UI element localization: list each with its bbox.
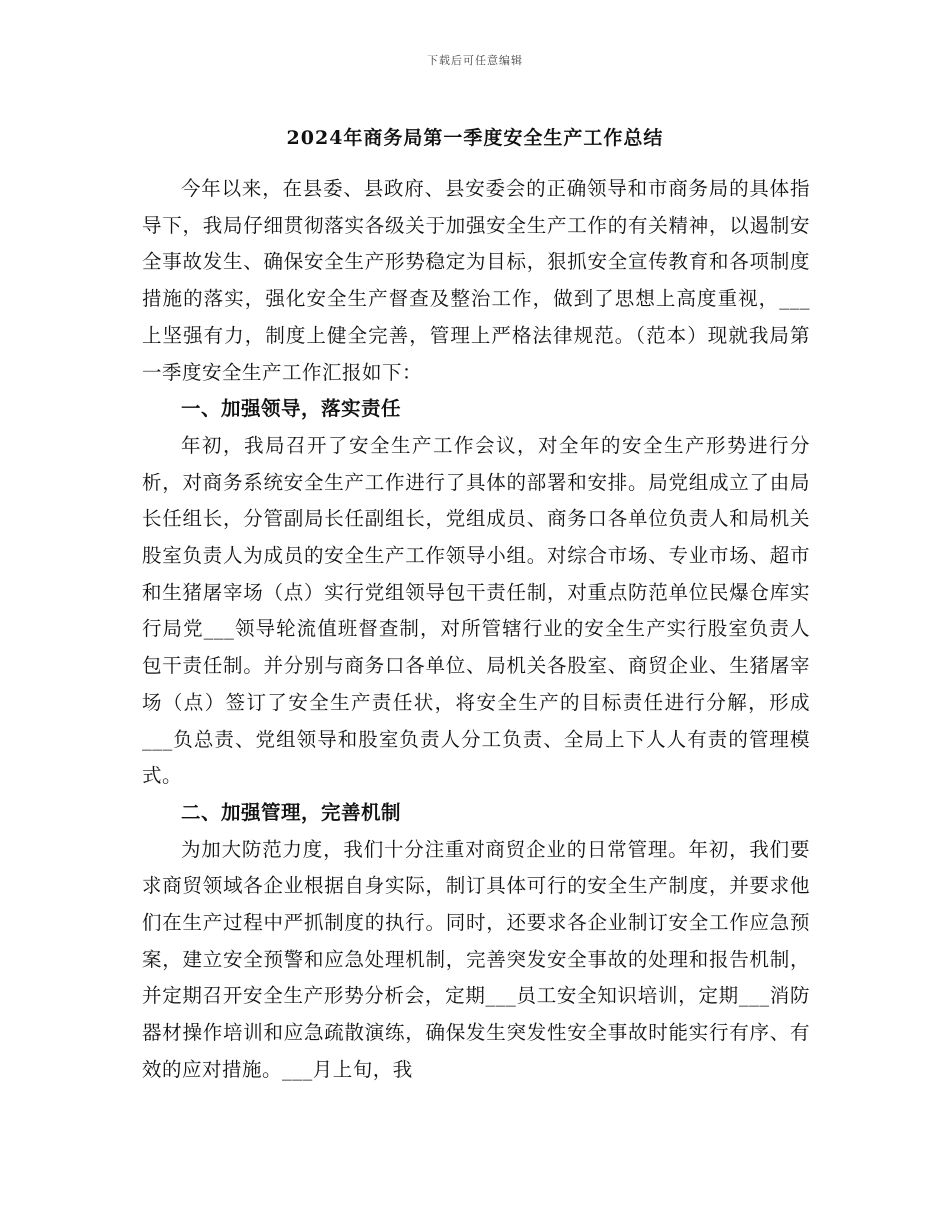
section-1-paragraph: 年初，我局召开了安全生产工作会议，对全年的安全生产形势进行分析，对商务系统安全生产工作进行了具体的部署和安排。局党组成立了由局长任组长，分管副局长任副组长，党组成员、商务口各单位负责人和局机关股室负责人为成员的安全生产工作领导小组。对综合市场、专业市场、超市和生猪屠宰场（点）实行党组领导包干责任制，对重点防范单位民爆仓库实行局党___领导轮流值班督查制，对所管辖行业的安全生产实行股室负责人包干责任制。并分别与商务口各单位、局机关各股室、商贸企业、生猪屠宰场（点）签订了安全生产责任状，将安全生产的目标责任进行分解，形成___负总责、党组领导和股室负责人分工负责、全局上下人人有责的管理模式。: [142, 433, 810, 788]
document-title: 2024年商务局第一季度安全生产工作总结: [286, 127, 664, 149]
intro-paragraph: 今年以来，在县委、县政府、县安委会的正确领导和市商务局的具体指导下，我局仔细贯彻落实各级关于加强安全生产工作的有关精神，以遏制安全事故发生、确保安全生产形势稳定为目标，狠抓安全宣传教育和各项制度措施的落实，强化安全生产督查及整治工作，做到了思想上高度重视，___上坚强有力，制度上健全完善，管理上严格法律规范。（范本）现就我局第一季度安全生产工作汇报如下：: [142, 177, 810, 384]
section-2-heading: 二、加强管理，完善机制: [181, 800, 402, 824]
section-1-heading: 一、加强领导，落实责任: [181, 397, 402, 421]
page-header-note: 下载后可任意编辑: [427, 54, 523, 67]
document-body: [142, 171, 810, 1089]
section-2-paragraph: 为加大防范力度，我们十分注重对商贸企业的日常管理。年初，我们要求商贸领域各企业根据自身实际，制订具体可行的安全生产制度，并要求他们在生产过程中严抓制度的执行。同时，还要求各企业制订安全工作应急预案，建立安全预警和应急处理机制，完善突发安全事故的处理和报告机制，并定期召开安全生产形势分析会，定期___员工安全知识培训，定期___消防器材操作培训和应急疏散演练，确保发生突发性安全事故时能实行有序、有效的应对措施。___月上旬，我: [142, 837, 810, 1081]
